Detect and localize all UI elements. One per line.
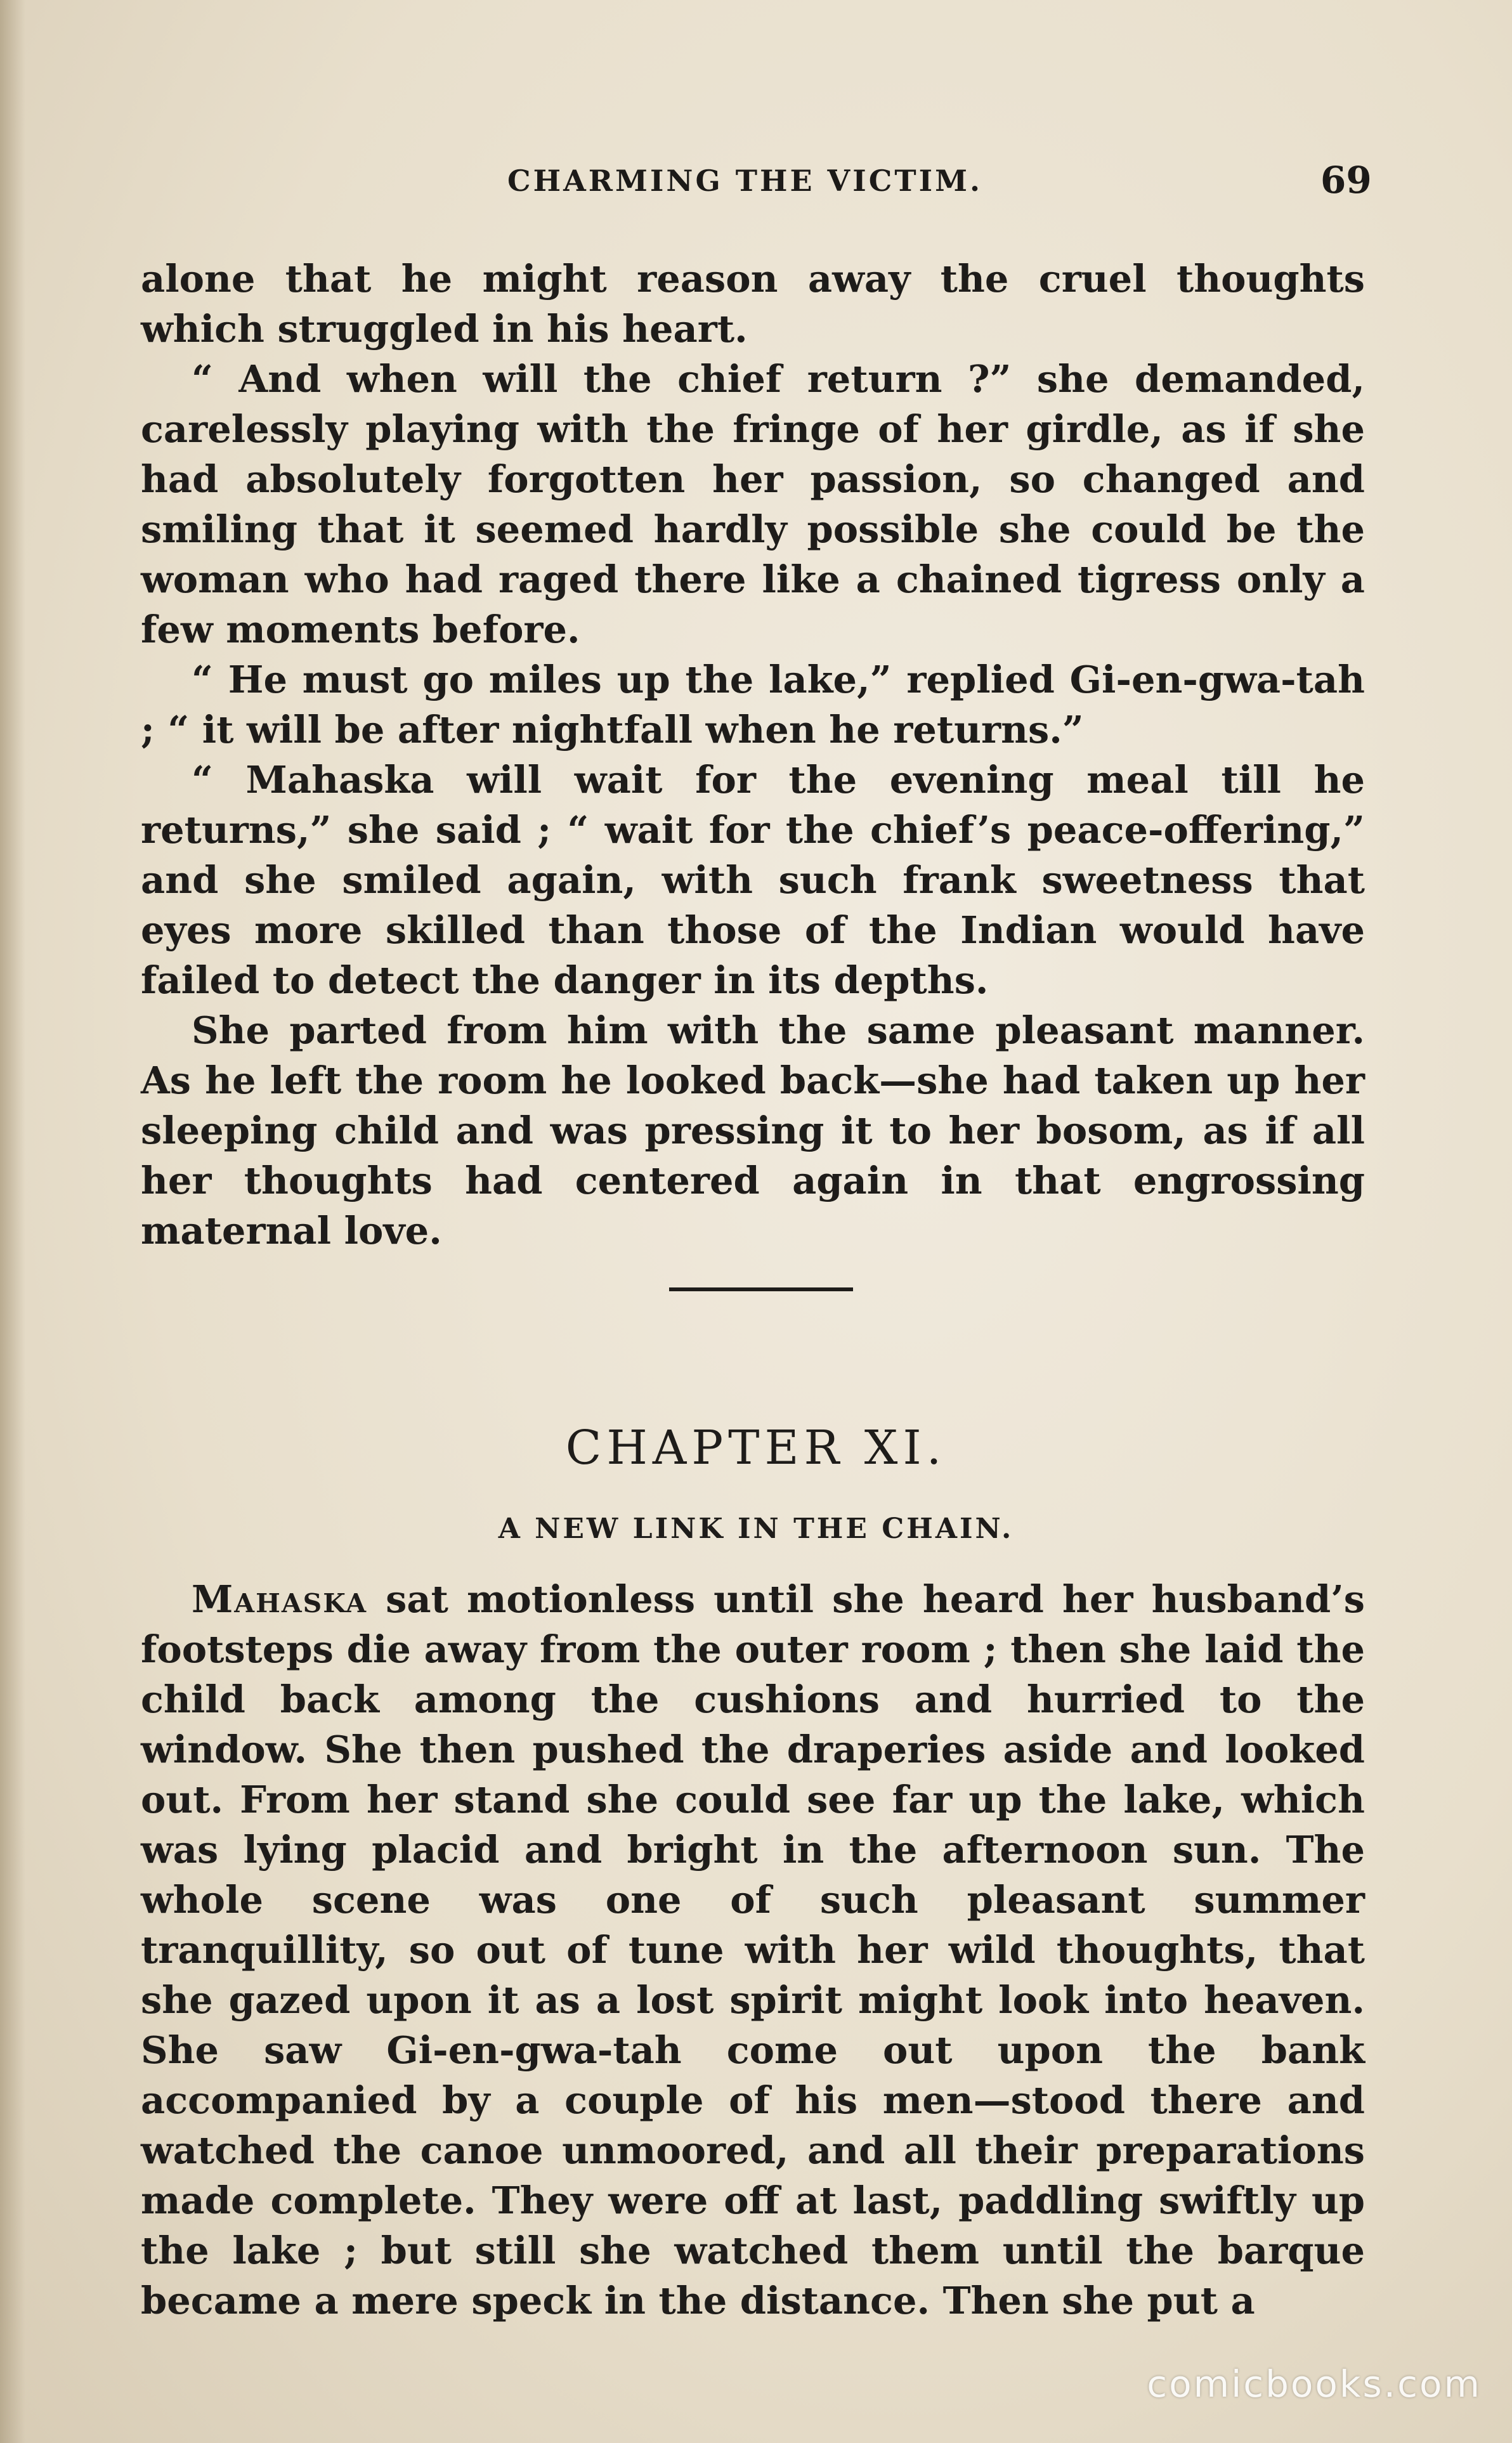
paragraph: alone that he might reason away the cruel thoughts which struggled in his heart. xyxy=(141,257,1365,351)
paragraph xyxy=(141,1574,1365,2326)
paragraph: “ And when will the chief return ?” she demanded, carelessly playing with the fringe of her girdle, as if she had absolutely forgotten her passion, so changed and smiling that it seemed hardly possible she could be the woman who had raged there like a chained tigress only a few moments before. xyxy=(141,357,1365,651)
page-number: 69 xyxy=(1320,159,1372,202)
section-divider xyxy=(669,1287,853,1291)
paragraph: “ Mahaska will wait for the evening meal till he returns,” she said ; “ wait for the chief’s peace-offering,” and she smiled again, with such frank sweetness that eyes more skilled than those of the Indian would have failed to detect the danger in its depths. xyxy=(141,758,1365,1002)
paragraph: She parted from him with the same pleasant manner. As he left the room he looked back—she had taken up her sleeping child and was pressing it to her bosom, as if all her thoughts had centered again in that engrossing maternal love. xyxy=(141,1008,1365,1253)
chapter-paragraph-text: sat motionless until she heard her husband’s footsteps die away from the outer room ; then she laid the child back among the cushions and hurried to the window. She then pushed the draperies aside and looked out. From her stand she could see far up the lake, which was lying placid and bright in the afternoon sun. The whole scene was one of such pleasant summer tranquillity, so out of tune with her wild thoughts, that she gazed upon it as a lost spirit might look into heaven. She saw Gi-en-gwa-tah come out upon the bank accompanied by a couple of his men—stood there and watched the canoe unmoored, and all their preparations made complete. They were off at last, paddling swiftly up the lake ; but still she watched them until the barque became a mere speck in the distance. Then she put a xyxy=(141,1577,1365,2322)
chapter-lead-word: Mahaska xyxy=(192,1577,368,1621)
chapter-subtitle: A NEW LINK IN THE CHAIN. xyxy=(498,1513,1014,1545)
text-block-top xyxy=(141,254,1365,1256)
watermark: comicbooks.com xyxy=(1147,2362,1482,2406)
running-head: CHARMING THE VICTIM. xyxy=(507,164,983,198)
page-header xyxy=(0,159,1512,209)
paragraph: “ He must go miles up the lake,” replied Gi-en-gwa-tah ; “ it will be after nightfall when he returns.” xyxy=(141,658,1365,752)
chapter-title: CHAPTER XI. xyxy=(565,1421,947,1475)
page-edge-shadow xyxy=(0,0,25,2443)
text-block-chapter xyxy=(141,1574,1365,2326)
